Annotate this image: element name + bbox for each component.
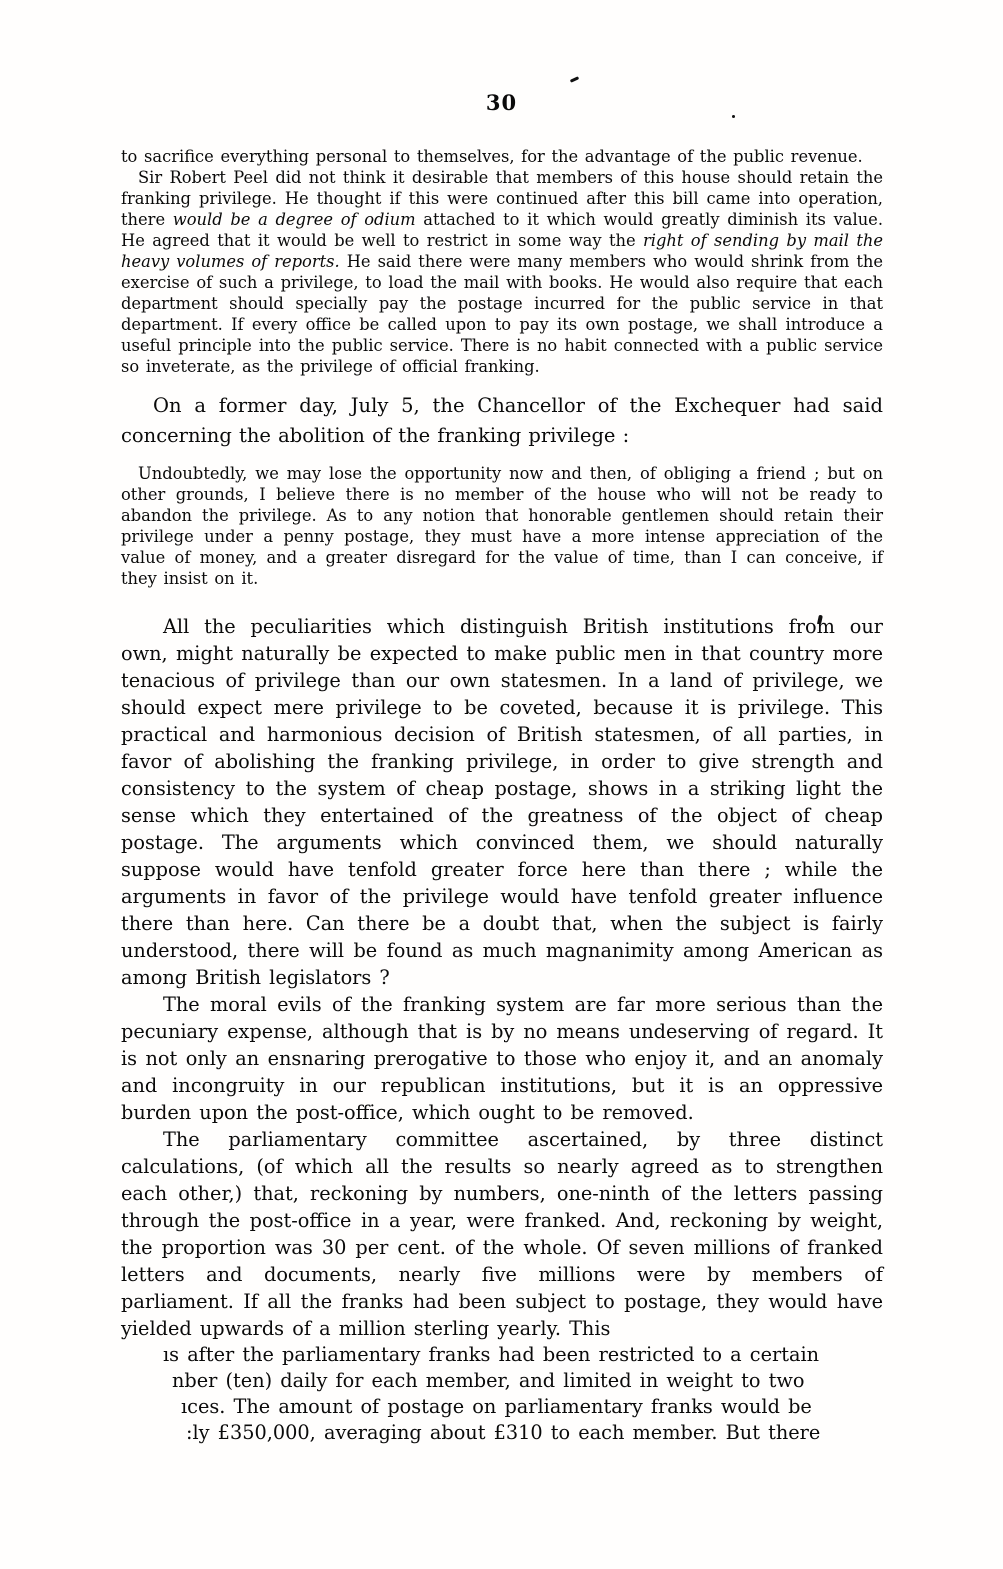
peel-text-3: He said there were many members who would shrink from the exercise of such a privilege, to load the mail with books. He would also require that each department should specially pay the postage incurred for the public service in that department. If every office be called upon to pay its own postage, we shall introduce a useful principle into the public service. There is no habit connected with a public service so inveterate, as the privilege of official franking. bbox=[121, 252, 883, 376]
cropped-line: ıces. The amount of postage on parliamentary franks would be bbox=[181, 1395, 812, 1418]
chancellor-quote: Undoubtedly, we may lose the opportunity now and then, of obliging a friend ; but on other grounds, I believe there is no member of the house who will not be ready to abandon the privilege. As to any notion that honorable gentlemen should retain their privilege under a penny postage, they must have a more intense appreciation of the value of money, and a greater disregard for the value of time, than I can conceive, if they insist on it. bbox=[121, 464, 883, 588]
small-print-block bbox=[121, 146, 883, 377]
peel-italic-2: right of sending by mail the heavy volumes of reports. bbox=[121, 231, 883, 271]
paragraph-committee: The parliamentary committee ascertained, by three distinct calculations, (of which all the results so nearly agreed as to strengthen each other,) that, reckoning by numbers, one-ninth of the letters passing through the post-office in a year, were franked. And, reckoning by weight, the proportion was 30 per cent. of the whole. Of seven millions of franked letters and documents, nearly five millions were by members of parliament. If all the franks had been subject to postage, they would have yielded upwards of a million sterling yearly. This bbox=[121, 1128, 883, 1340]
peel-italic-1: would be a degree of odium bbox=[172, 210, 416, 229]
intro-paragraph: On a former day, July 5, the Chancellor of the Exchequer had said concerning the abolition of the franking privilege : bbox=[121, 394, 883, 447]
scan-artifact-dot bbox=[732, 115, 735, 118]
peel-paragraph bbox=[121, 167, 883, 377]
paragraph-moral-evils: The moral evils of the franking system are far more serious than the pecuniary expense, although that is by no means undeserving of regard. It is not only an ensnaring prerogative to those who enjoy it, and an anomaly and incongruity in our republican institutions, but it is an oppressive burden upon the post-office, which ought to be removed. bbox=[121, 993, 883, 1124]
cropped-line: :ly £350,000, averaging about £310 to each member. But there bbox=[186, 1421, 821, 1444]
cropped-line: ıs after the parliamentary franks had been restricted to a certain bbox=[163, 1343, 820, 1366]
cropped-lines-block bbox=[121, 1342, 883, 1446]
cropped-line: nber (ten) daily for each member, and limited in weight to two bbox=[172, 1369, 805, 1392]
page-number: 30 bbox=[485, 90, 518, 115]
scan-artifact-tick bbox=[570, 76, 579, 83]
text-column bbox=[121, 146, 883, 1446]
peel-text-2: attached to it which would greatly diminish its value. He agreed that it would be well to restrict in some way the bbox=[121, 210, 883, 250]
peel-text-1: Sir Robert Peel did not think it desirable that members of this house should retain the franking privilege. He thought if this were continued after this bill came into operation, there bbox=[121, 168, 883, 229]
continuation-paragraph: to sacrifice everything personal to themselves, for the advantage of the public revenue. bbox=[121, 147, 863, 166]
paragraph-peculiarities: All the peculiarities which distinguish British institutions from our own, might naturally be expected to make public men in that country more tenacious of privilege than our own statesmen. In a land of privilege, we should expect mere privilege to be coveted, because it is privilege. This practical and harmonious decision of British statesmen, of all parties, in favor of abolishing the franking privilege, in order to give strength and consistency to the system of cheap postage, shows in a striking light the sense which they entertained of the greatness of the object of cheap postage. The arguments which convinced them, we should naturally suppose would have tenfold greater force here than there ; while the arguments in favor of the privilege would have tenfold greater influence there than here. Can there be a doubt that, when the subject is fairly understood, there will be found as much magnanimity among American as among British legislators ? bbox=[121, 615, 883, 989]
